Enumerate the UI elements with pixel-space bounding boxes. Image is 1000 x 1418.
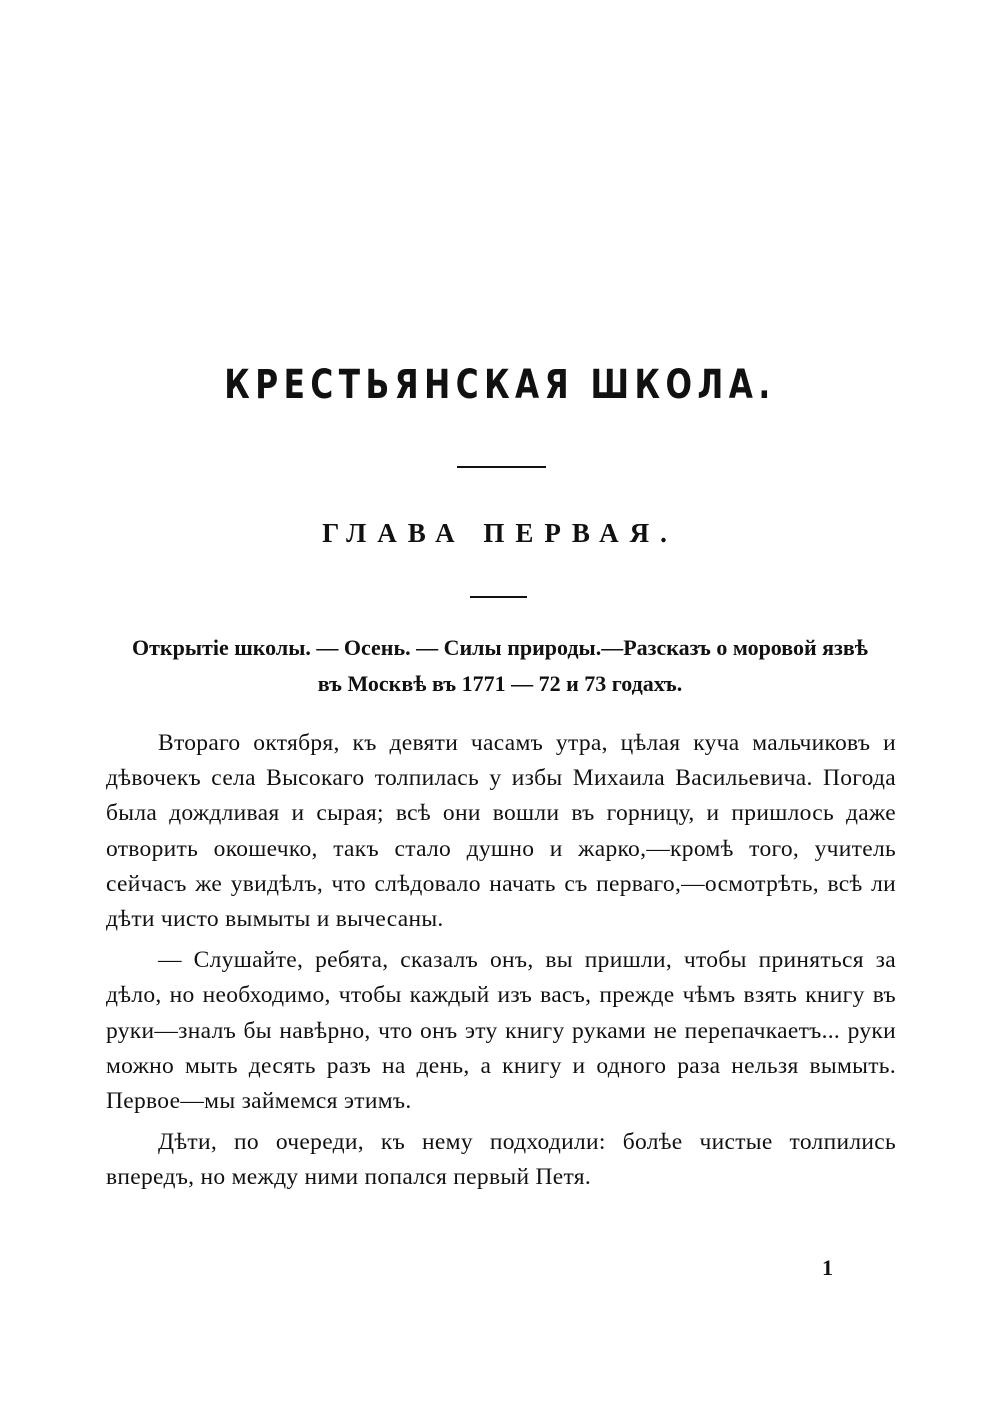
body-paragraph-2: — Слушайте, ребята, сказалъ онъ, вы пришли, чтобы приняться за дѣло, но необходимо, чтобы каждый изъ васъ, прежде чѣмъ взять книгу въ руки—зналъ бы навѣрно, что онъ эту книгу руками не перепачкаетъ... руки можно мыть десять разъ на день, а книгу и одного раза нельзя вымыть. Первое—мы займемся этимъ. — [106, 947, 896, 1115]
chapter-summary — [120, 630, 880, 702]
chapter-summary-line-2: въ Москвѣ въ 1771 — 72 и 73 годахъ. — [317, 671, 683, 696]
body-paragraph-1: Втораго октября, къ девяти часамъ утра, цѣлая куча мальчиковъ и дѣвочекъ села Высокаго толпилась у избы Михаила Васильевича. Погода была дождливая и сырая; всѣ они вошли въ горницу, и пришлось даже отворить окошечко, такъ стало душно и жарко,—кромѣ того, учитель сейчасъ же увидѣлъ, что слѣдовало начать съ перваго,—осмотрѣть, всѣ ли дѣти чисто вымыты и вычесаны. — [106, 730, 896, 933]
chapter-body — [106, 726, 896, 1202]
chapter-divider — [470, 596, 527, 598]
book-title: КРЕСТЬЯНСКАЯ ШКОЛА. — [224, 362, 776, 408]
chapter-heading: ГЛАВА ПЕРВАЯ. — [322, 518, 678, 548]
chapter-summary-line-1: Открытіе школы. — Осень. — Силы природы.—Разсказъ о моровой язвѣ — [132, 635, 868, 660]
body-paragraph-3: Дѣти, по очереди, къ нему подходили: болѣе чистые толпились впередъ, но между ними попался первый Петя. — [106, 1129, 896, 1191]
title-divider — [457, 466, 546, 468]
page-number: 1 — [822, 1255, 833, 1280]
